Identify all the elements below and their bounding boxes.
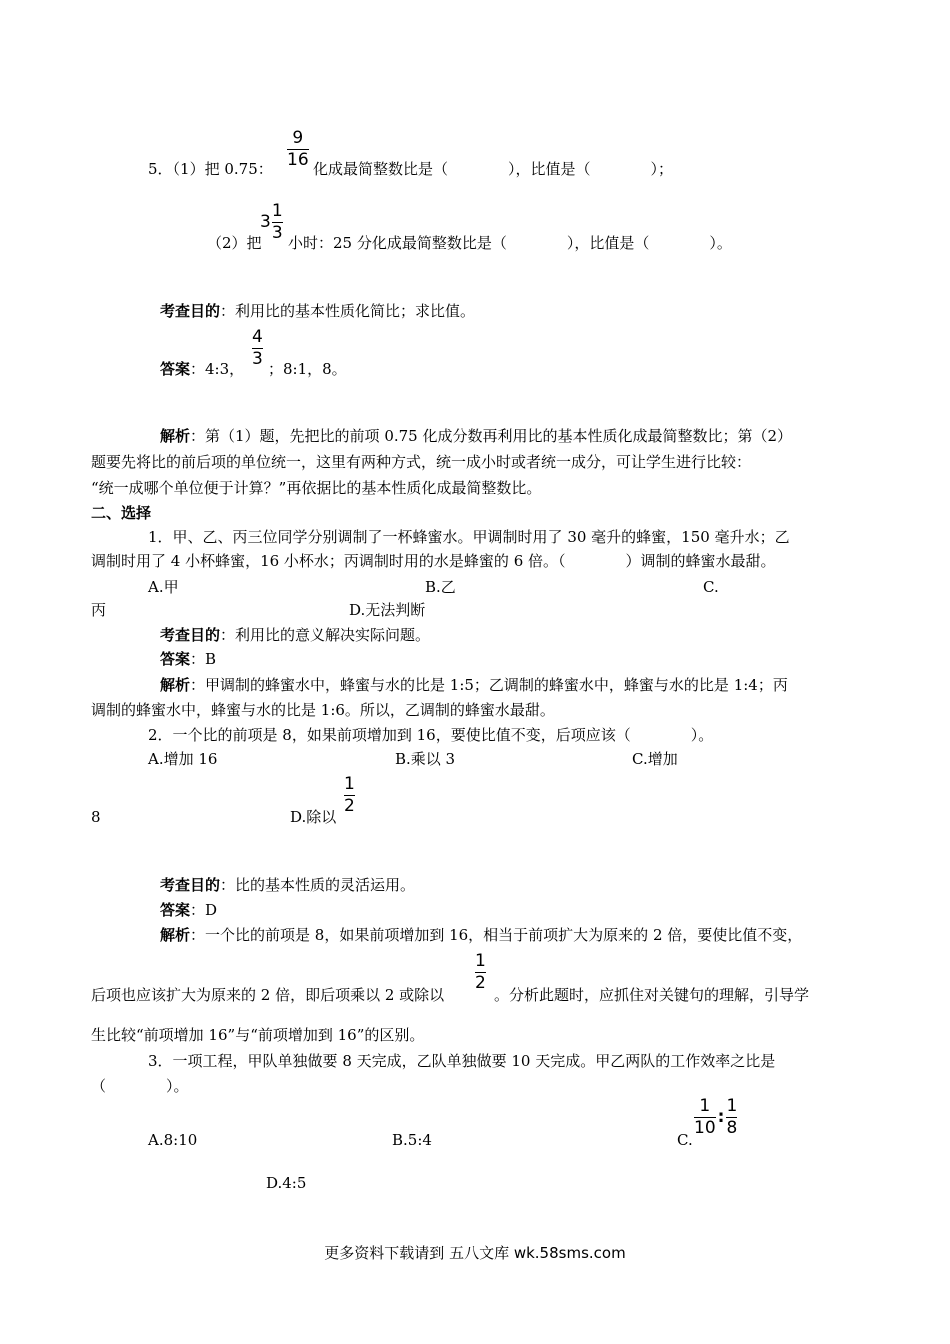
c2-option-b: B.乘以 3 — [395, 750, 456, 768]
q5-analysis-line1 — [160, 429, 792, 444]
q5-part2-text-b: 小时：25 分化成最简整数比是（ ），比值是（ ）。 — [288, 234, 732, 252]
c2-purpose — [160, 878, 415, 893]
c1-purpose — [160, 628, 430, 643]
answer-text: ：4:3， — [190, 360, 245, 378]
q5-purpose — [160, 304, 475, 319]
c2-answer — [160, 903, 217, 918]
fraction-denominator: 16 — [287, 150, 309, 170]
fraction-numerator: 4 — [252, 327, 263, 347]
q5-part1-text-b: 化成最简整数比是（ ），比值是（ ）； — [313, 160, 674, 178]
fraction-numerator: 1 — [271, 201, 283, 221]
analysis-text: ：甲调制的蜂蜜水中，蜂蜜与水的比是 1:5；乙调制的蜂蜜水中，蜂蜜与水的比是 1:4；丙 — [190, 676, 788, 694]
purpose-text: ：比的基本性质的灵活运用。 — [220, 876, 416, 894]
c3-option-d: D.4:5 — [266, 1174, 307, 1192]
c1-option-b: B.乙 — [425, 578, 456, 596]
c2-analysis-line3: 生比较“前项增加 16”与“前项增加到 16”的区别。 — [91, 1026, 425, 1044]
fraction-numerator: 1 — [344, 774, 355, 794]
purpose-label: 考查目的 — [160, 876, 221, 894]
c1-option-c: C. — [703, 578, 719, 596]
c3-question-line2: （ ）。 — [91, 1077, 189, 1095]
c1-analysis-line1 — [160, 678, 788, 693]
q5-answer-a — [160, 362, 244, 377]
purpose-label: 考查目的 — [160, 626, 221, 644]
purpose-label: 考查目的 — [160, 302, 221, 320]
c1-option-c-cont: 丙 — [91, 601, 107, 619]
c3-option-b: B.5:4 — [392, 1131, 432, 1149]
page-footer: 更多资料下载请到 五八文库 wk.58sms.com — [324, 1244, 626, 1262]
fraction-denominator: 3 — [252, 349, 263, 369]
section-title: 二、选择 — [91, 504, 152, 522]
analysis-label: 解析 — [160, 676, 191, 694]
c1-answer — [160, 652, 216, 667]
q5-part2-text-a: （2）把 — [207, 234, 262, 252]
c2-analysis-line1 — [160, 928, 802, 943]
c2-option-c: C.增加 — [632, 750, 678, 768]
fraction-1-8 — [726, 1098, 737, 1137]
fraction-denominator: 2 — [344, 796, 355, 816]
answer-label: 答案 — [160, 360, 191, 378]
c2-analysis-line2b: 。分析此题时，应抓住对关键句的理解，引导学 — [494, 986, 810, 1004]
analysis-text: ：一个比的前项是 8，如果前项增加到 16，相当于前项扩大为原来的 2 倍，要使比值不变， — [190, 926, 803, 944]
purpose-text: ：利用比的意义解决实际问题。 — [220, 626, 431, 644]
fraction-denominator: 2 — [475, 973, 486, 993]
fraction-numerator: 1 — [726, 1096, 738, 1116]
c3-option-c: C. — [677, 1131, 693, 1149]
c2-question: 2．一个比的前项是 8，如果前项增加到 16，要使比值不变，后项应该（ ）。 — [148, 726, 714, 744]
c3-question-line1: 3．一项工程，甲队单独做要 8 天完成，乙队单独做要 10 天完成。甲乙两队的工作效率之比是 — [148, 1052, 776, 1070]
answer-label: 答案 — [160, 901, 191, 919]
fraction-numerator: 1 — [475, 951, 486, 971]
ratio-colon: : — [717, 1107, 725, 1127]
fraction-denominator: 3 — [271, 223, 283, 243]
answer-text: ：B — [190, 650, 217, 668]
q5-answer-b: ；8:1，8。 — [268, 360, 347, 378]
answer-label: 答案 — [160, 650, 191, 668]
c1-question-line2: 调制时用了 4 小杯蜂蜜，16 小杯水；丙调制时用的水是蜂蜜的 6 倍。（ ）调制的蜂蜜水最甜。 — [91, 552, 776, 570]
fraction-numerator: 9 — [292, 128, 304, 148]
c2-option-d: D.除以 — [290, 808, 337, 826]
mixed-number-3-1-3 — [260, 203, 283, 242]
fraction-denominator: 10 — [694, 1118, 716, 1138]
mixed-fraction — [272, 203, 283, 242]
c1-option-d: D.无法判断 — [349, 601, 426, 619]
q5-analysis-line3: “统一成哪个单位便于计算？”再依据比的基本性质化成最简整数比。 — [91, 479, 542, 497]
fraction-1-10 — [694, 1098, 716, 1137]
fraction-4-3 — [252, 329, 263, 368]
q5-part1-text-a: 5．（1）把 0.75： — [148, 160, 273, 178]
fraction-numerator: 1 — [699, 1096, 711, 1116]
analysis-label: 解析 — [160, 427, 191, 445]
c2-analysis-line2a: 后项也应该扩大为原来的 2 倍，即后项乘以 2 或除以 — [91, 986, 445, 1004]
c2-option-a: A.增加 16 — [148, 750, 218, 768]
c1-option-a: A.甲 — [148, 578, 179, 596]
c1-question-line1: 1．甲、乙、丙三位同学分别调制了一杯蜂蜜水。甲调制时用了 30 毫升的蜂蜜，150 毫升水；乙 — [148, 528, 790, 546]
fraction-1-2 — [344, 776, 355, 815]
ratio-1-10-to-1-8 — [694, 1098, 737, 1137]
mixed-whole: 3 — [260, 212, 271, 232]
fraction-9-16 — [287, 130, 309, 169]
answer-text: ：D — [190, 901, 218, 919]
c2-option-c-cont: 8 — [91, 808, 101, 826]
analysis-label: 解析 — [160, 926, 191, 944]
fraction-1-2-analysis — [475, 953, 486, 992]
q5-analysis-line2: 题要先将比的前后项的单位统一，这里有两种方式，统一成小时或者统一成分，可让学生进行比较： — [91, 453, 752, 471]
c1-analysis-line2: 调制的蜂蜜水中，蜂蜜与水的比是 1:6。所以，乙调制的蜂蜜水最甜。 — [91, 701, 555, 719]
fraction-denominator: 8 — [726, 1118, 738, 1138]
analysis-text: ：第（1）题，先把比的前项 0.75 化成分数再利用比的基本性质化成最简整数比；第（2） — [190, 427, 793, 445]
purpose-text: ：利用比的基本性质化简比；求比值。 — [220, 302, 476, 320]
c3-option-a: A.8:10 — [148, 1131, 198, 1149]
